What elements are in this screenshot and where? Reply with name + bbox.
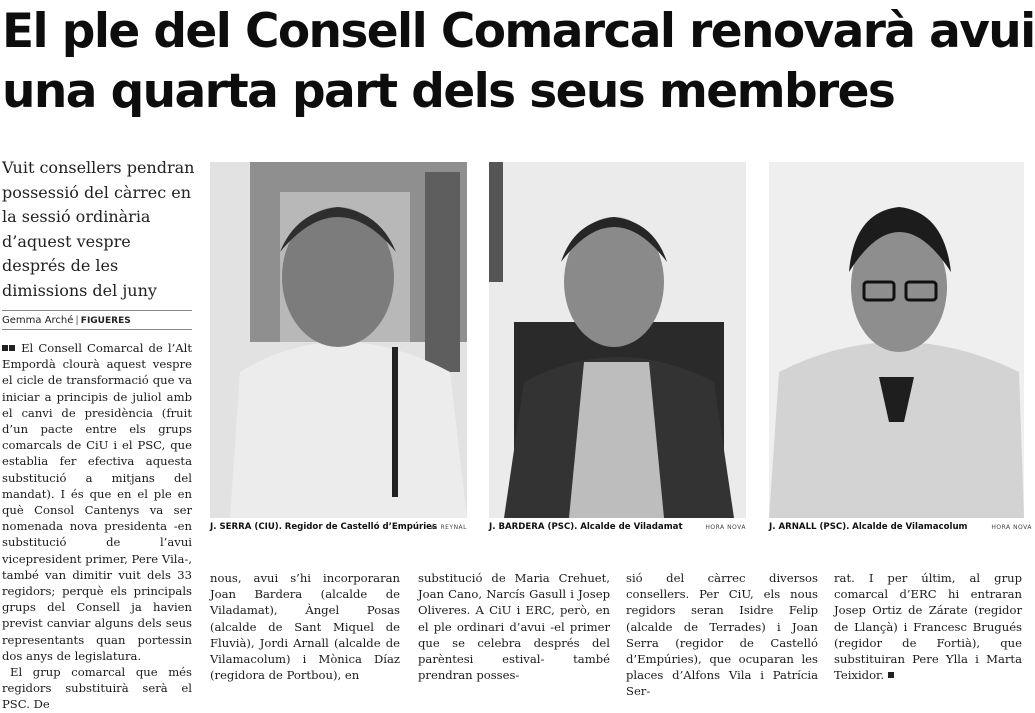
lead-marker-icon (2, 345, 8, 351)
article-column-2 (210, 570, 400, 683)
portrait-image (769, 162, 1024, 518)
paragraph: sió del càrrec diversos consellers. Per CiU, els nous regidors seran Isidre Felip (alcalde de Terrades) i Joan Serra (regidor de Castelló d’Empúries), que ocuparan les places d’Alfons Vila i Patrícia Ser- (626, 571, 818, 699)
photo-caption (210, 522, 467, 532)
paragraph: rat. I per últim, al grup comarcal d’ERC hi entraran Josep Ortiz de Zárate (regidor de Llançà) i Francesc Brugués (regidor de Fortià), que substituiran Pere Ylla i Marta Teixidor. (834, 571, 1022, 683)
headline-line-2: una quarta part dels seus membres (2, 64, 895, 119)
paragraph: nous, avui s’hi incorporaran Joan Bardera (alcalde de Viladamat), Àngel Posas (alcalde de Sant Miquel de Fluvià), Jordi Arnall (alcalde de Vilamacolum) i Mònica Díaz (regidora de Portbou), en (210, 571, 400, 683)
lead-marker-icon (9, 345, 15, 351)
caption-role: Regidor de Castelló d’Empúries (284, 522, 438, 532)
dateline-location: FIGUERES (80, 316, 131, 326)
byline-separator: | (75, 315, 79, 326)
photo-credit: À. REYNAL (431, 524, 467, 531)
caption-name: J. SERRA (CIU). (210, 522, 282, 532)
article-column-5 (834, 570, 1022, 683)
portrait-photo-bardera (489, 162, 746, 518)
article-column-1 (2, 340, 192, 713)
portrait-photo-arnall (769, 162, 1024, 518)
caption-role: Alcalde de Vilamacolum (852, 522, 968, 532)
portrait-image (210, 162, 467, 518)
caption-name: J. ARNALL (PSC). (769, 522, 850, 532)
caption-name: J. BARDERA (PSC). (489, 522, 578, 532)
portrait-image (489, 162, 746, 518)
subheadline: Vuit consellers pendran possessió del càrrec en la sessió ordinària d’aquest vespre després de les dimissions del juny (2, 158, 195, 300)
author: Gemma Arché (2, 315, 74, 326)
byline (2, 310, 192, 330)
photo-credit: HORA NOVA (705, 524, 746, 531)
paragraph: substitució de Maria Crehuet, Joan Cano, Narcís Gasull i Josep Oliveres. A CiU i ERC, però, en el ple ordinari d’avui -el primer que se celebra després del parèntesi estival- també prendran posses- (418, 571, 610, 683)
end-marker-icon (888, 672, 894, 678)
portrait-photo-serra (210, 162, 467, 518)
caption-role: Alcalde de Viladamat (580, 522, 683, 532)
article-column-4 (626, 570, 818, 700)
headline-line-1: El ple del Consell Comarcal renovarà avui (2, 4, 1035, 59)
paragraph: El grup comarcal que més regidors substituirà serà el PSC. De (2, 665, 192, 712)
photo-caption (769, 522, 1032, 532)
photo-credit: HORA NOVA (991, 524, 1032, 531)
paragraph: El Consell Comarcal de l’Alt Empordà clourà aquest vespre el cicle de transformació que va iniciar a principis de juliol amb el canvi de presidència (fruit d’un pacte entre els grups comarcals de CiU i el PSC, que establia fer efectiva aquesta substitució a mitjans del mandat). I és que en el ple en què Consol Cantenys va ser nomenada nova presidenta -en substitució de l’avui vicepresident primer, Pere Vila-, també van dimitir vuit dels 33 regidors; perquè els principals grups del Consell ja havien previst canviar alguns dels seus representants quan portessin dos anys de legislatura. (2, 341, 192, 663)
article-column-3 (418, 570, 610, 683)
headline (2, 2, 1035, 122)
photo-caption (489, 522, 746, 532)
